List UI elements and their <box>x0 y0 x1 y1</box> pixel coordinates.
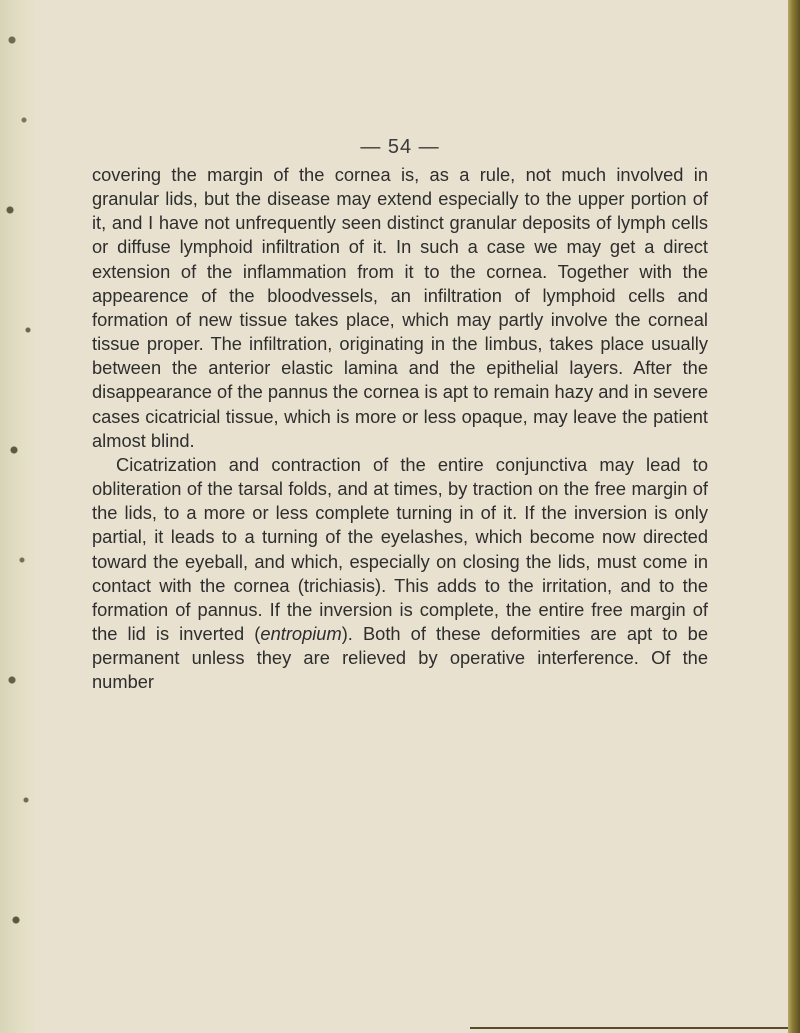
paragraph-2-text-start: Cicatrization and contraction of the entire conjunctiva may lead to obliteration of the tarsal folds, and at times, by traction on the free margin of the lids, to a more or less complete turning in of it. If the inversion is only partial, it leads to a turning of the eyelashes, which become now directed toward the eyeball, and which, especially on closing the lids, must come in contact with the cornea (trichiasis). This adds to the irritation, and to the formation of pannus. If the inversion is complete, the entire free margin of the lid is inverted ( <box>92 453 708 644</box>
page-number: — 54 — <box>360 136 440 158</box>
paragraph-2-italic-term: entropium <box>260 622 342 644</box>
paragraph-2-text-end: ). Both of these deformities are apt to be permanent unless they are relieved by operative interference. Of the number <box>92 622 708 693</box>
book-page <box>92 136 708 694</box>
paragraph-1: covering the margin of the cornea is, as a rule, not much involved in granular lids, but the disease may extend especially to the upper portion of it, and I have not unfrequently seen distinct granular deposits of lymph cells or diffuse lymphoid infiltration of it. In such a case we may get a direct extension of the inflammation from it to the cornea. Together with the appearence of the bloodvessels, an infiltration of lymphoid cells and formation of new tissue takes place, which may partly involve the corneal tissue proper. The infiltration, originating in the limbus, takes place usually between the anterior elastic lamina and the epithelial layers. After the disappearance of the pannus the cornea is apt to remain hazy and in severe cases cicatricial tissue, which is more or less opaque, may leave the patient almost blind. <box>92 164 708 451</box>
paragraph-2 <box>92 453 708 695</box>
book-binding-gutter <box>0 0 40 1033</box>
page-edge <box>788 0 800 1033</box>
page-bottom-edge <box>470 1027 788 1029</box>
